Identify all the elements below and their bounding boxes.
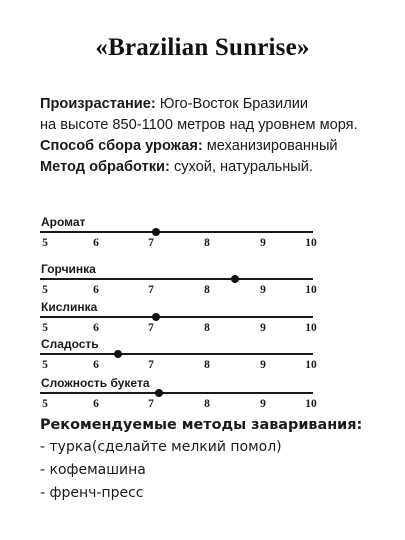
scale-tick-label: 10 (305, 237, 317, 249)
methods-title: Рекомендуемые методы заваривания: (40, 417, 363, 433)
processing-line: Метод обработки: сухой, натуральный. (40, 159, 313, 175)
method-item: - френч-пресс (40, 485, 144, 501)
scale-marker (231, 275, 239, 283)
scale-tick-label: 10 (305, 322, 317, 334)
scale-tick-label: 9 (260, 398, 266, 410)
method-item: - кофемашина (40, 462, 146, 478)
scale-tick-label: 7 (148, 237, 154, 249)
brewing-methods (40, 414, 400, 505)
scale-tick-label: 9 (260, 237, 266, 249)
altitude-line: на высоте 850-1100 метров над уровнем моря. (40, 117, 358, 133)
scale-tick-label: 7 (148, 359, 154, 371)
scale-tick-label: 10 (305, 398, 317, 410)
scale-label: Сложность букета (41, 376, 150, 390)
scale-tick-label: 5 (42, 322, 48, 334)
scale-tick-label: 8 (204, 359, 210, 371)
scale-bar (40, 316, 313, 318)
scale-tick-label: 5 (42, 398, 48, 410)
scale-tick-label: 5 (42, 359, 48, 371)
scale-tick-label: 9 (260, 359, 266, 371)
scale-tick-label: 6 (93, 322, 99, 334)
scale-label: Аромат (41, 215, 86, 229)
scale-bar (40, 353, 313, 355)
scale-marker (155, 389, 163, 397)
scale-tick-label: 6 (93, 237, 99, 249)
scale-tick-label: 8 (204, 237, 210, 249)
scale-tick-label: 7 (148, 322, 154, 334)
scale-marker (152, 228, 160, 236)
scale-tick-label: 10 (305, 284, 317, 296)
scale-bar (40, 278, 313, 280)
product-title: «Brazilian Sunrise» (95, 34, 310, 61)
scale-label: Горчинка (41, 262, 96, 276)
scale-tick-label: 9 (260, 322, 266, 334)
scale-tick-label: 5 (42, 237, 48, 249)
scale-tick-label: 5 (42, 284, 48, 296)
coffee-info (40, 94, 400, 178)
scale-marker (152, 313, 160, 321)
scale-tick-label: 6 (93, 398, 99, 410)
scale-tick-label: 7 (148, 284, 154, 296)
scale-label: Сладость (41, 337, 99, 351)
scale-tick-label: 7 (148, 398, 154, 410)
scale-tick-label: 6 (93, 359, 99, 371)
scale-bar (40, 231, 313, 233)
scale-marker (114, 350, 122, 358)
scale-tick-label: 8 (204, 322, 210, 334)
origin-line: Произрастание: Юго-Восток Бразилии (40, 96, 309, 112)
scale-bar (40, 392, 313, 394)
scale-tick-label: 10 (305, 359, 317, 371)
scale-tick-label: 8 (204, 284, 210, 296)
scale-tick-label: 9 (260, 284, 266, 296)
scale-label: Кислинка (41, 300, 98, 314)
harvest-line: Способ сбора урожая: механизированный (40, 138, 338, 154)
scale-tick-label: 6 (93, 284, 99, 296)
method-item: - турка(сделайте мелкий помол) (40, 439, 282, 455)
scale-tick-label: 8 (204, 398, 210, 410)
